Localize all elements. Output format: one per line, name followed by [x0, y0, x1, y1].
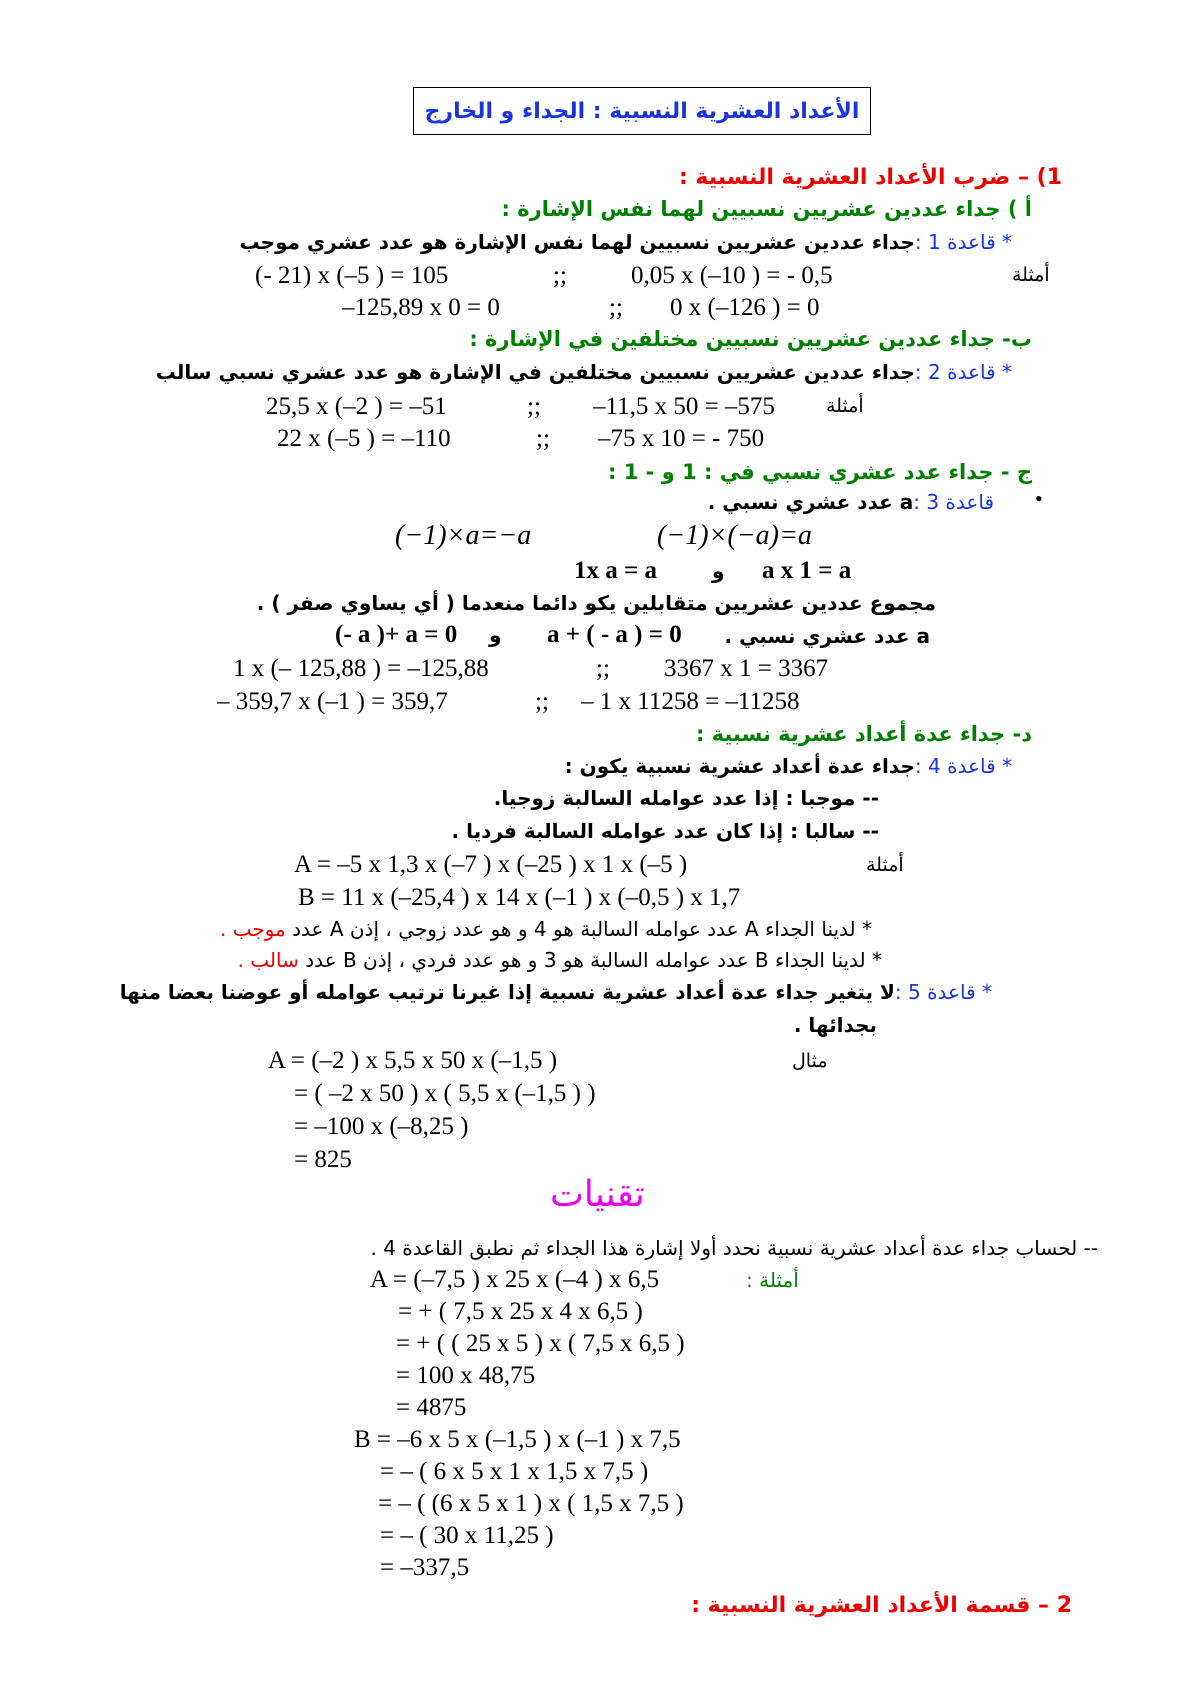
rule-4 [565, 754, 1012, 778]
technique-b-step: = – ( (6 x 5 x 1 ) x ( 1,5 x 7,5 ) [378, 1490, 684, 1517]
rule-5-step: = 825 [294, 1146, 352, 1173]
rule-3-text: a عدد عشري نسبي . [707, 490, 914, 514]
examples-label-techniques: أمثلة : [746, 1268, 799, 1292]
example-b1: 25,5 x (–2 ) = –51 [266, 393, 447, 420]
note-a-period: . [220, 917, 227, 941]
section1-heading: 1) – ضرب الأعداد العشرية النسبية : [678, 165, 1062, 190]
rule-5-text: لا يتغير جداء عدة أعداد عشرية نسبية إذا غيرنا ترتيب عوامله أو عوضنا بعضا منها [119, 980, 895, 1004]
technique-b-step: = – ( 6 x 5 x 1 x 1,5 x 7,5 ) [380, 1458, 649, 1485]
technique-a-step: A = (–7,5 ) x 25 x (–4 ) x 6,5 [370, 1266, 660, 1293]
rule-5-step: = –100 x (–8,25 ) [294, 1113, 469, 1140]
bullet-icon: • [1035, 486, 1043, 511]
example-a3: –125,89 x 0 = 0 [342, 294, 500, 321]
separator: ;; [553, 262, 567, 289]
examples-label-d: أمثلة [866, 854, 904, 876]
separator: ;; [596, 655, 610, 682]
subsection-b-heading: ب- جداء عددين عشريين نسبيين مختلفين في الإشارة : [469, 327, 1032, 351]
example-c3: – 359,7 x (–1 ) = 359,7 [217, 688, 448, 715]
techniques-intro: -- لحساب جداء عدة أعداد عشرية نسبية نحدد أولا إشارة هذا الجداء ثم نطبق القاعدة 4 . [370, 1236, 1098, 1260]
rule-3 [708, 490, 994, 514]
rule-4-case-negative: -- سالبا : إذا كان عدد عوامله السالبة فرديا . [451, 819, 879, 843]
examples-label-a: أمثلة [1012, 264, 1050, 286]
example-b2: –11,5 x 50 = –575 [593, 393, 775, 420]
rule-5-step: = ( –2 x 50 ) x ( 5,5 x (–1,5 ) ) [294, 1080, 596, 1107]
page-title: الأعداد العشرية النسبية : الجداء و الخارج [413, 87, 871, 135]
separator: ;; [527, 393, 541, 420]
example-a4: 0 x (–126 ) = 0 [670, 294, 820, 321]
examples-label-b: أمثلة [826, 395, 864, 417]
rule-5-continued: بجدائها . [793, 1013, 877, 1037]
rule-4-label: * قاعدة 4 : [914, 754, 1012, 778]
rule-2-text: جداء عددين عشريين نسبيين مختلفين في الإشارة هو عدد عشري نسبي سالب [155, 360, 915, 384]
opposite-label: a عدد عشري نسبي . [724, 624, 930, 648]
opposite-sum-text: مجموع عددين عشريين متقابلين يكو دائما منعدما ( أي يساوي صفر ) . [256, 591, 936, 615]
rule-1-text: جداء عددين عشريين نسبيين لهما نفس الإشارة هو عدد عشري موجب [239, 230, 915, 254]
example-a2: 0,05 x (–10 ) = - 0,5 [631, 262, 833, 289]
opposite-and: و [489, 623, 502, 647]
rule-4-case-positive: -- موجبا : إذا عدد عوامله السالبة زوجيا. [493, 786, 879, 810]
identity-1: 1x a = a [574, 557, 657, 584]
separator: ;; [536, 425, 550, 452]
note-b-text: * لدينا الجداء B عدد عوامله السالبة هو 3 و هو عدد فردي ، إذن B عدد [305, 948, 882, 972]
example-c2: 3367 x 1 = 3367 [664, 655, 829, 682]
subsection-a-heading: أ ) جداء عددين عشريين نسبيين لهما نفس الإشارة : [501, 197, 1032, 221]
techniques-heading: تقنيات [550, 1174, 645, 1215]
note-b-negative-word: سالب [250, 948, 299, 972]
rule-2 [156, 360, 1012, 384]
separator: ;; [535, 688, 549, 715]
technique-a-step: = + ( ( 25 x 5 ) x ( 7,5 x 6,5 ) [396, 1330, 685, 1357]
technique-a-step: = 100 x 48,75 [396, 1362, 536, 1389]
example-b4: –75 x 10 = - 750 [598, 425, 765, 452]
note-product-a [220, 917, 872, 941]
subsection-c-heading: ج - جداء عدد عشري نسبي في : 1 و - 1 : [608, 460, 1032, 484]
identity-2: a x 1 = a [762, 557, 852, 584]
technique-a-step: = 4875 [396, 1394, 467, 1421]
rule-4-text: جداء عدة أعداد عشرية نسبية يكون : [564, 754, 915, 778]
note-a-text: * لدينا الجداء A عدد عوامله السالبة هو 4 و هو عدد زوجي ، إذن A عدد [292, 917, 872, 941]
opposite-2: (- a )+ a = 0 [335, 621, 458, 648]
technique-b-step: = –337,5 [380, 1554, 470, 1581]
example-c4: – 1 x 11258 = –11258 [581, 688, 800, 715]
formula-1: (−1)×a=−a [395, 520, 532, 551]
rule-5-label: * قاعدة 5 : [894, 980, 992, 1004]
note-b-period: . [237, 948, 244, 972]
rule-1 [240, 230, 1013, 254]
rule-1-label: * قاعدة 1 : [914, 230, 1012, 254]
note-product-b [238, 948, 882, 972]
rule-3-label: قاعدة 3 : [913, 490, 994, 514]
example-a1: (- 21) x (–5 ) = 105 [255, 262, 449, 289]
rule-5-step: A = (–2 ) x 5,5 x 50 x (–1,5 ) [268, 1047, 558, 1074]
technique-b-step: B = –6 x 5 x (–1,5 ) x (–1 ) x 7,5 [354, 1426, 681, 1453]
section2-heading: 2 – قسمة الأعداد العشرية النسبية : [691, 1593, 1072, 1618]
example-c1: 1 x (– 125,88 ) = –125,88 [233, 655, 489, 682]
example-b3: 22 x (–5 ) = –110 [277, 425, 451, 452]
rule-2-label: * قاعدة 2 : [914, 360, 1012, 384]
separator: ;; [609, 294, 623, 321]
technique-a-step: = + ( 7,5 x 25 x 4 x 6,5 ) [398, 1298, 643, 1325]
subsection-d-heading: د- جداء عدة أعداد عشرية نسبية : [695, 722, 1032, 746]
example-product-b: B = 11 x (–25,4 ) x 14 x (–1 ) x (–0,5 ) x 1,7 [298, 884, 741, 911]
opposite-1: a + ( - a ) = 0 [547, 621, 682, 648]
example-label-d: مثال [792, 1050, 828, 1072]
note-a-positive-word: موجب [232, 917, 286, 941]
technique-b-step: = – ( 30 x 11,25 ) [380, 1522, 554, 1549]
example-product-a: A = –5 x 1,3 x (–7 ) x (–25 ) x 1 x (–5 ) [294, 851, 688, 878]
formula-2: (−1)×(−a)=a [657, 520, 812, 551]
identity-and: و [712, 559, 725, 583]
rule-5 [120, 980, 992, 1004]
